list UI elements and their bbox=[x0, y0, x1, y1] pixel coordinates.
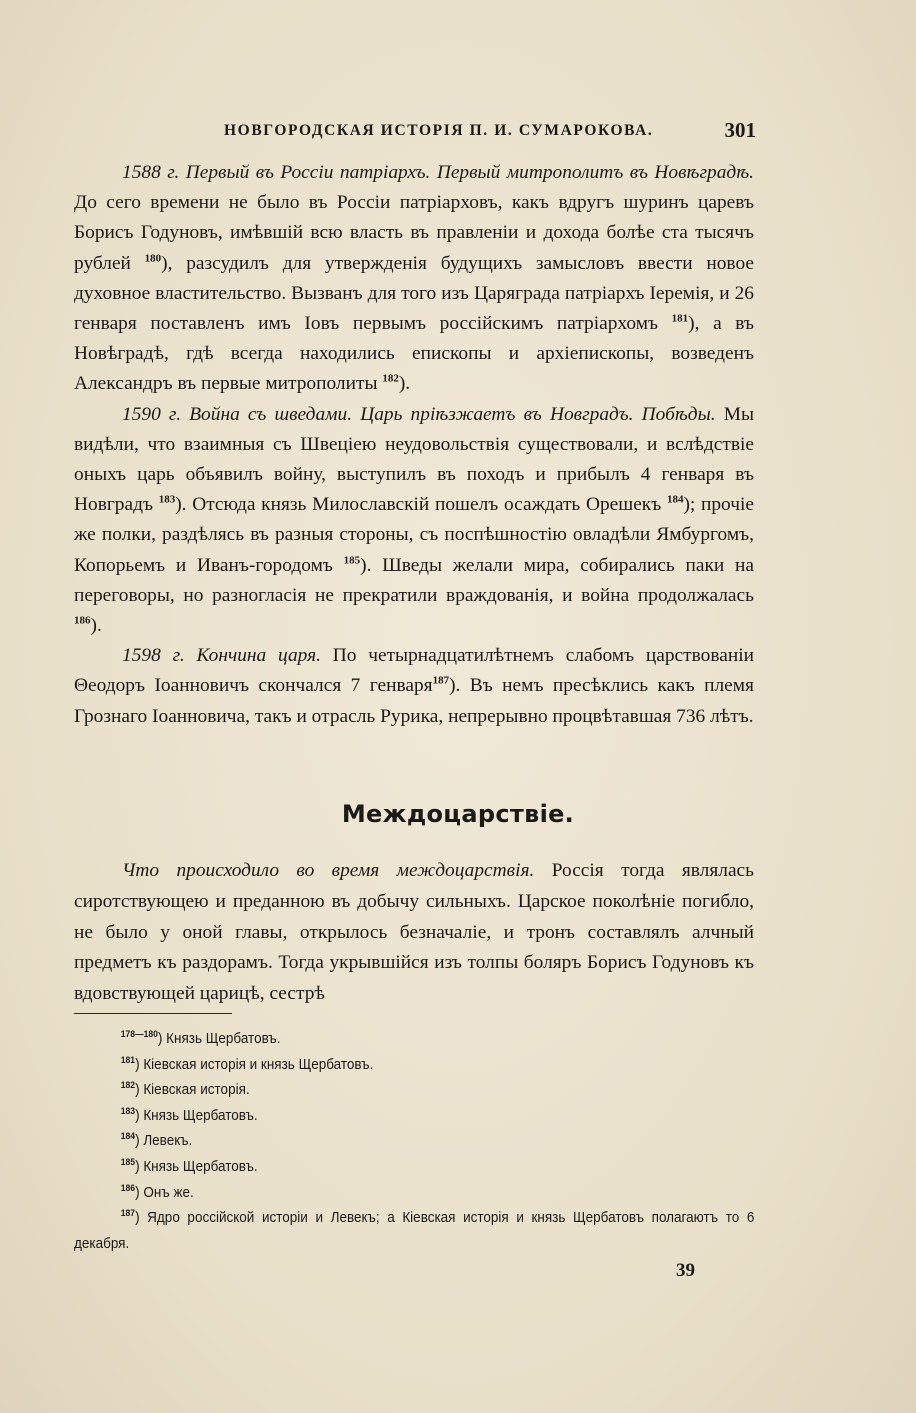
running-head bbox=[74, 118, 756, 146]
paragraph-text: ). bbox=[398, 373, 411, 395]
paragraph-lead: Что происходило во время междоцарствія. bbox=[122, 860, 535, 881]
footnote-text: ) Кіевская исторія. bbox=[135, 1081, 250, 1099]
footnote bbox=[74, 1077, 754, 1103]
footnote-mark: 187 bbox=[120, 1208, 136, 1220]
footnote-mark: 181 bbox=[120, 1054, 136, 1066]
paragraph bbox=[74, 400, 754, 642]
footnote-ref: 180 bbox=[144, 252, 162, 265]
footnote-mark: 184 bbox=[120, 1131, 136, 1143]
section-text bbox=[74, 856, 754, 1010]
paragraph-lead: 1588 г. Первый въ Россіи патріархъ. Первый митрополитъ въ Новѣградѣ. bbox=[122, 162, 754, 183]
footnote bbox=[74, 1154, 754, 1180]
footnote bbox=[74, 1103, 754, 1129]
footnote-mark: 182 bbox=[120, 1080, 136, 1092]
footnote bbox=[74, 1180, 754, 1206]
paragraph-text: ). Шведы желали мира, собирались паки на переговоры, но разногласія не прекратили враждованія, и война продолжалась bbox=[74, 554, 754, 606]
footnote-text: ) Ядро россійской исторіи и Левекъ; а Кіевская исторія и князь Щербатовъ полагаютъ то 6 декабря. bbox=[74, 1209, 755, 1252]
footnote-ref: 184 bbox=[666, 493, 684, 506]
paragraph-lead: 1598 г. Кончина царя. bbox=[122, 645, 321, 667]
section-heading: Междоцарствіе. bbox=[341, 800, 575, 828]
footnote-ref: 182 bbox=[382, 372, 399, 385]
paragraph bbox=[74, 856, 754, 1010]
footnote bbox=[74, 1205, 754, 1256]
page-number: 301 bbox=[724, 118, 756, 142]
footnote bbox=[74, 1052, 754, 1078]
paragraph-text: ), а въ Новѣградѣ, гдѣ всегда находились епископы и архіепископы, возведенъ Александръ въ первые митрополиты bbox=[74, 313, 754, 395]
paragraph-text: До сего времени не было въ Россіи патріарховъ, какъ вдругъ шуринъ царевъ Борисъ Годуновъ, имѣвшій всю власть въ правленіи и дохода болѣе ста тысячъ рублей bbox=[74, 192, 754, 274]
footnote-ref: 185 bbox=[343, 554, 361, 567]
footnote-ref: 183 bbox=[158, 493, 176, 506]
paragraph-lead: 1590 г. Война съ шведами. Царь пріѣзжаетъ въ Новградъ. Побѣды. bbox=[122, 403, 716, 425]
footnote-mark: 183 bbox=[120, 1105, 136, 1117]
footnote-text: ) Князь Щербатовъ. bbox=[135, 1157, 258, 1175]
paragraph-text: По четырнадцатилѣтнемъ слабомъ царствованіи Θеодоръ Іоанновичъ скончался 7 генваря bbox=[74, 645, 755, 697]
footnote-mark: 186 bbox=[120, 1182, 136, 1194]
footnote-text: ) Князь Щербатовъ. bbox=[135, 1106, 258, 1124]
footnote-mark: 178—180 bbox=[120, 1029, 158, 1040]
footnote-ref: 181 bbox=[671, 312, 689, 325]
footnote bbox=[74, 1026, 754, 1052]
paragraph-text: ), разсудилъ для утвержденія будущихъ замысловъ ввести новое духовное властительство. Вызванъ для того изъ Царяграда патріархъ Іеремія, и 26 генваря поставленъ имъ Іовъ первымъ россійскимъ патріархомъ bbox=[74, 252, 754, 335]
footnote-divider bbox=[74, 1013, 232, 1014]
footnotes bbox=[74, 1026, 754, 1256]
paragraph-text: ); прочіе же полки, раздѣлясь въ разныя стороны, съ поспѣшностію овладѣли Ямбургомъ, Копорьемъ и Иванъ-городомъ bbox=[74, 494, 754, 576]
footnote-text: ) Онъ же. bbox=[135, 1183, 194, 1201]
footnote-ref: 187 bbox=[432, 674, 450, 687]
footnote bbox=[74, 1128, 754, 1154]
paragraph-text: ). Въ немъ пресѣклись какъ племя Грознаго Іоанновича, такъ и отрасль Рурика, непрерывно процвѣтавшая 736 лѣтъ. bbox=[74, 675, 754, 727]
paragraph-text: Россія тогда являлась сиротствующею и преданною въ добычу сильныхъ. Царское поколѣніе погибло, не было у оной главы, открылось безначаліе, и тронъ составлялъ алчный предметъ къ раздорамъ. Тогда укрывшійся изъ толпы боляръ Борисъ Годуновъ къ вдовствующей царицѣ, сестрѣ bbox=[74, 860, 755, 1005]
paragraph-text: ). Отсюда князь Милославскій пошелъ осаждать Орешекъ bbox=[175, 494, 667, 516]
footnote-ref: 186 bbox=[74, 614, 91, 627]
body-text bbox=[74, 158, 754, 732]
footnote-mark: 185 bbox=[120, 1156, 136, 1168]
footnote-text: ) Левекъ. bbox=[135, 1132, 193, 1150]
footnote-text: ) Кіевская исторія и князь Щербатовъ. bbox=[135, 1055, 374, 1073]
running-title: НОВГОРОДСКАЯ ИСТОРІЯ П. И. СУМАРОКОВА. bbox=[224, 122, 654, 139]
paragraph bbox=[74, 158, 754, 400]
paragraph-text: Мы видѣли, что взаимныя съ Швеціею неудовольствія существовали, и вслѣдствіе оныхъ царь объявилъ войну, выступилъ въ походъ и прибылъ 4 генваря въ Новградъ bbox=[74, 403, 754, 516]
paragraph-text: ). bbox=[90, 615, 102, 637]
signature-mark: 39 bbox=[676, 1260, 695, 1281]
paragraph bbox=[74, 641, 754, 732]
footnote-text: ) Князь Щербатовъ. bbox=[157, 1030, 281, 1047]
